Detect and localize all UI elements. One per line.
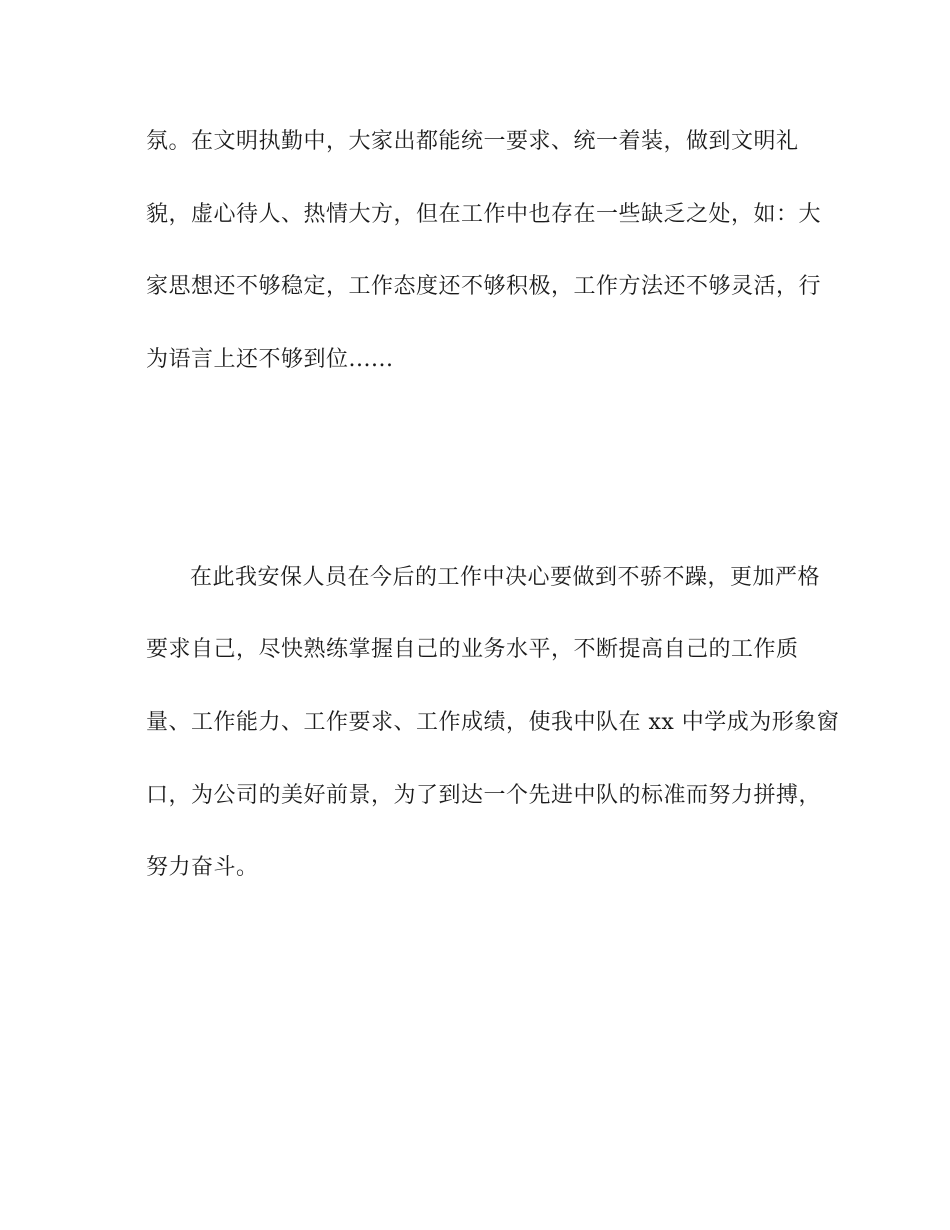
paragraph-line: 貌，虚心待人、热情大方，但在工作中也存在一些缺乏之处，如：大 xyxy=(146,202,822,227)
paragraph-line: 家思想还不够稳定，工作态度还不够积极，工作方法还不够灵活，行 xyxy=(146,274,822,299)
paragraph-line: 氛。在文明执勤中，大家出都能统一要求、统一着装，做到文明礼 xyxy=(146,129,799,154)
paragraph-line: 量、工作能力、工作要求、工作成绩，使我中队在 xx 中学成为形象窗 xyxy=(146,710,840,735)
paragraph-line: 口，为公司的美好前景，为了到达一个先进中队的标准而努力拼搏， xyxy=(146,783,822,808)
paragraph-line: 努力奋斗。 xyxy=(146,855,259,880)
paragraph-line: 要求自己，尽快熟练掌握自己的业务水平，不断提高自己的工作质 xyxy=(146,637,799,662)
paragraph-line: 在此我安保人员在今后的工作中决心要做到不骄不躁，更加严格 xyxy=(190,565,821,590)
paragraph-line: 为语言上还不够到位...... xyxy=(146,347,394,372)
